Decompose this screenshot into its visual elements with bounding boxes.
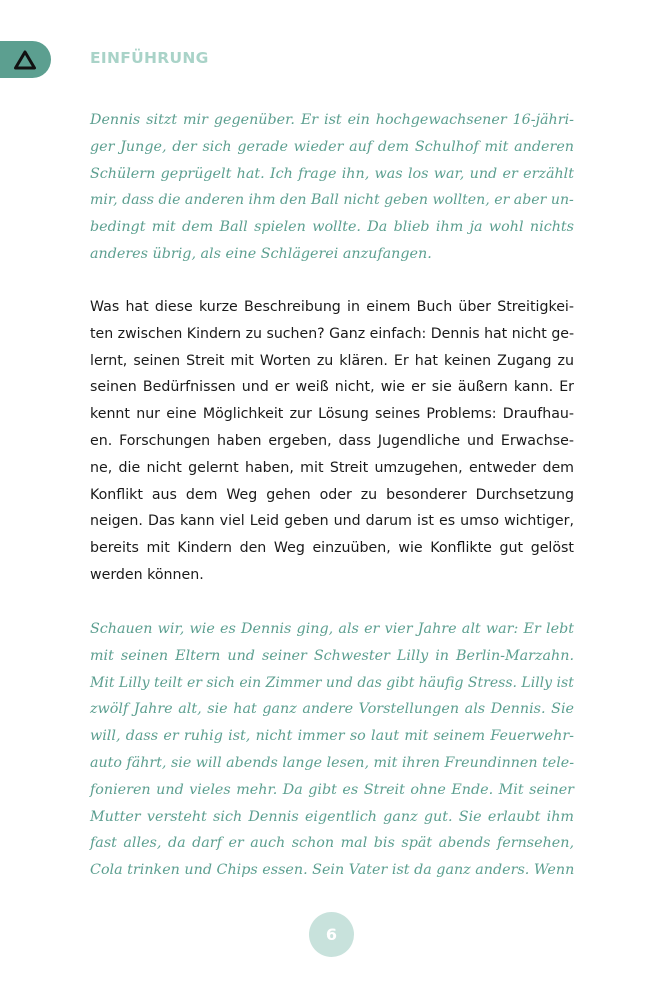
text-line: lernt, seinen Streit mit Worten zu klären. Er hat keinen Zugang zu [90, 352, 574, 369]
text-line: Mit Lilly teilt er sich ein Zimmer und das gibt häufig Stress. Lilly ist [90, 674, 574, 691]
text-line: Schülern geprügelt hat. Ich frage ihn, was los war, und er erzählt [90, 165, 574, 182]
text-line: seinen Bedürfnissen und er weiß nicht, wie er sie äußern kann. Er [90, 379, 574, 396]
text-line: fonieren und vieles mehr. Da gibt es Streit ohne Ende. Mit seiner [90, 781, 574, 798]
text-line: Cola trinken und Chips essen. Sein Vater ist da ganz anders. Wenn [90, 862, 575, 879]
text-line: fast alles, da darf er auch schon mal bis spät abends fernsehen, [90, 835, 574, 852]
intro-paragraph [90, 107, 574, 268]
text-line: Was hat diese kurze Beschreibung in einem Buch über Streitigkei- [90, 299, 574, 315]
text-line: ger Junge, der sich gerade wieder auf dem Schulhof mit anderen [90, 138, 574, 155]
text-line: Schauen wir, wie es Dennis ging, als er vier Jahre alt war: Er lebt [90, 621, 574, 637]
triangle-icon [13, 49, 37, 71]
text-line: ten zwischen Kindern zu suchen? Ganz einfach: Dennis hat nicht ge- [90, 325, 575, 342]
text-line: ne, die nicht gelernt haben, mit Streit umzugehen, entweder dem [90, 459, 574, 476]
text-line: will, dass er ruhig ist, nicht immer so laut mit seinem Feuerwehr- [90, 728, 574, 745]
text-line: Konflikt aus dem Weg gehen oder zu besonderer Durchsetzung [90, 486, 574, 503]
text-line: bereits mit Kindern den Weg einzuüben, wie Konflikte gut gelöst [90, 540, 574, 557]
text-line: zwölf Jahre alt, sie hat ganz andere Vorstellungen als Dennis. Sie [90, 701, 574, 718]
page-number-badge [309, 912, 354, 957]
text-line: bedingt mit dem Ball spielen wollte. Da blieb ihm ja wohl nichts [90, 219, 574, 236]
text-line: werden können. [90, 566, 204, 583]
text-line: Mutter versteht sich Dennis eigentlich ganz gut. Sie erlaubt ihm [90, 808, 574, 825]
text-line: anderes übrig, als eine Schlägerei anzufangen. [90, 245, 432, 262]
text-line: en. Forschungen haben ergeben, dass Jugendliche und Erwachse- [90, 432, 574, 449]
text-line: neigen. Das kann viel Leid geben und darum ist es umso wichtiger, [90, 513, 574, 530]
text-line: mir, dass die anderen ihm den Ball nicht geben wollten, er aber un- [90, 192, 574, 209]
text-line: auto fährt, sie will abends lange lesen, mit ihren Freundinnen tele- [90, 754, 575, 771]
chapter-tab [0, 41, 51, 78]
text-line: mit seinen Eltern und seiner Schwester Lilly in Berlin-Marzahn. [90, 647, 574, 664]
page-number: 6 [325, 925, 338, 944]
chapter-title: EINFÜHRUNG [90, 49, 209, 67]
story-paragraph [90, 616, 574, 884]
body-paragraph [90, 294, 574, 589]
text-line: kennt nur eine Möglichkeit zur Lösung seines Problems: Draufhau- [90, 406, 574, 423]
text-line: Dennis sitzt mir gegenüber. Er ist ein hochgewachsener 16-jähri- [90, 112, 574, 128]
